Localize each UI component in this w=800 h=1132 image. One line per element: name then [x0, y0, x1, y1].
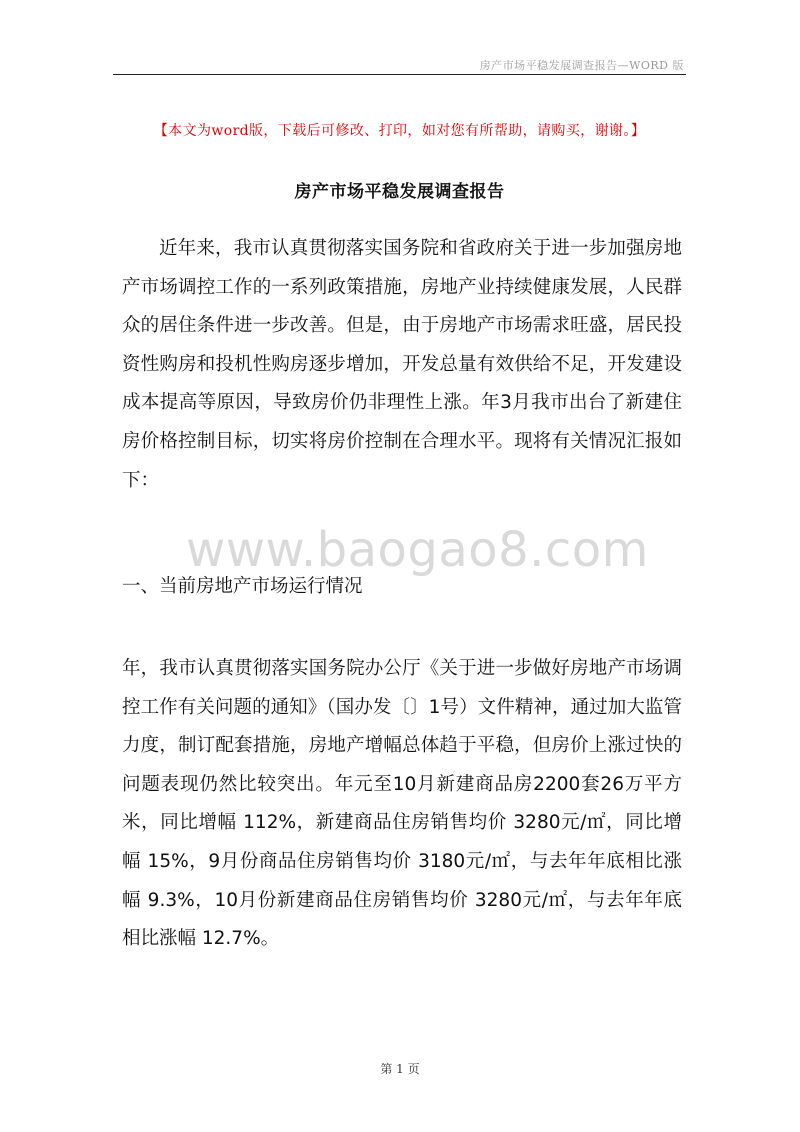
document-title: 房产市场平稳发展调查报告: [294, 182, 505, 202]
purchase-notice: 【本文为word版，下载后可修改、打印，如对您有所帮助，请购买，谢谢。】: [153, 123, 646, 139]
page-number: 第 1 页: [380, 1062, 420, 1076]
intro-paragraph: 近年来，我市认真贯彻落实国务院和省政府关于进一步加强房地产市场调控工作的一系列政策措施，房地产业持续健康发展，人民群众的居住条件进一步改善。但是，由于房地产市场需求旺盛，居民投资性购房和投机性购房逐步增加，开发总量有效供给不足，开发建设成本提高等原因，导致房价仍非理性上涨。年3月我市出台了新建住房价格控制目标，切实将房价控制在合理水平。现将有关情况汇报如下：: [122, 238, 682, 491]
running-header: 房产市场平稳发展调查报告—WORD 版: [479, 59, 684, 72]
watermark: www.baogao8.com: [186, 522, 649, 578]
header-divider: [113, 74, 686, 75]
section-paragraph: 年，我市认真贯彻落实国务院办公厅《关于进一步做好房地产市场调控工作有关问题的通知》（国办发〔〕1号）文件精神，通过加大监管力度，制订配套措施，房地产增幅总体趋于平稳，但房价上涨过快的问题表现仍然比较突出。年元至10月新建商品房2200套26万平方米，同比增幅 112%，新建商品住房销售均价 3280元/㎡，同比增幅 15%，9月份商品住房销售均价 3180元/㎡，与去年年底相比涨幅 9.3%，10月份新建商品住房销售均价 3280元/㎡，与去年年底相比涨幅 12.7%。: [122, 658, 682, 950]
section-heading: 一、当前房地产市场运行情况: [122, 576, 363, 597]
